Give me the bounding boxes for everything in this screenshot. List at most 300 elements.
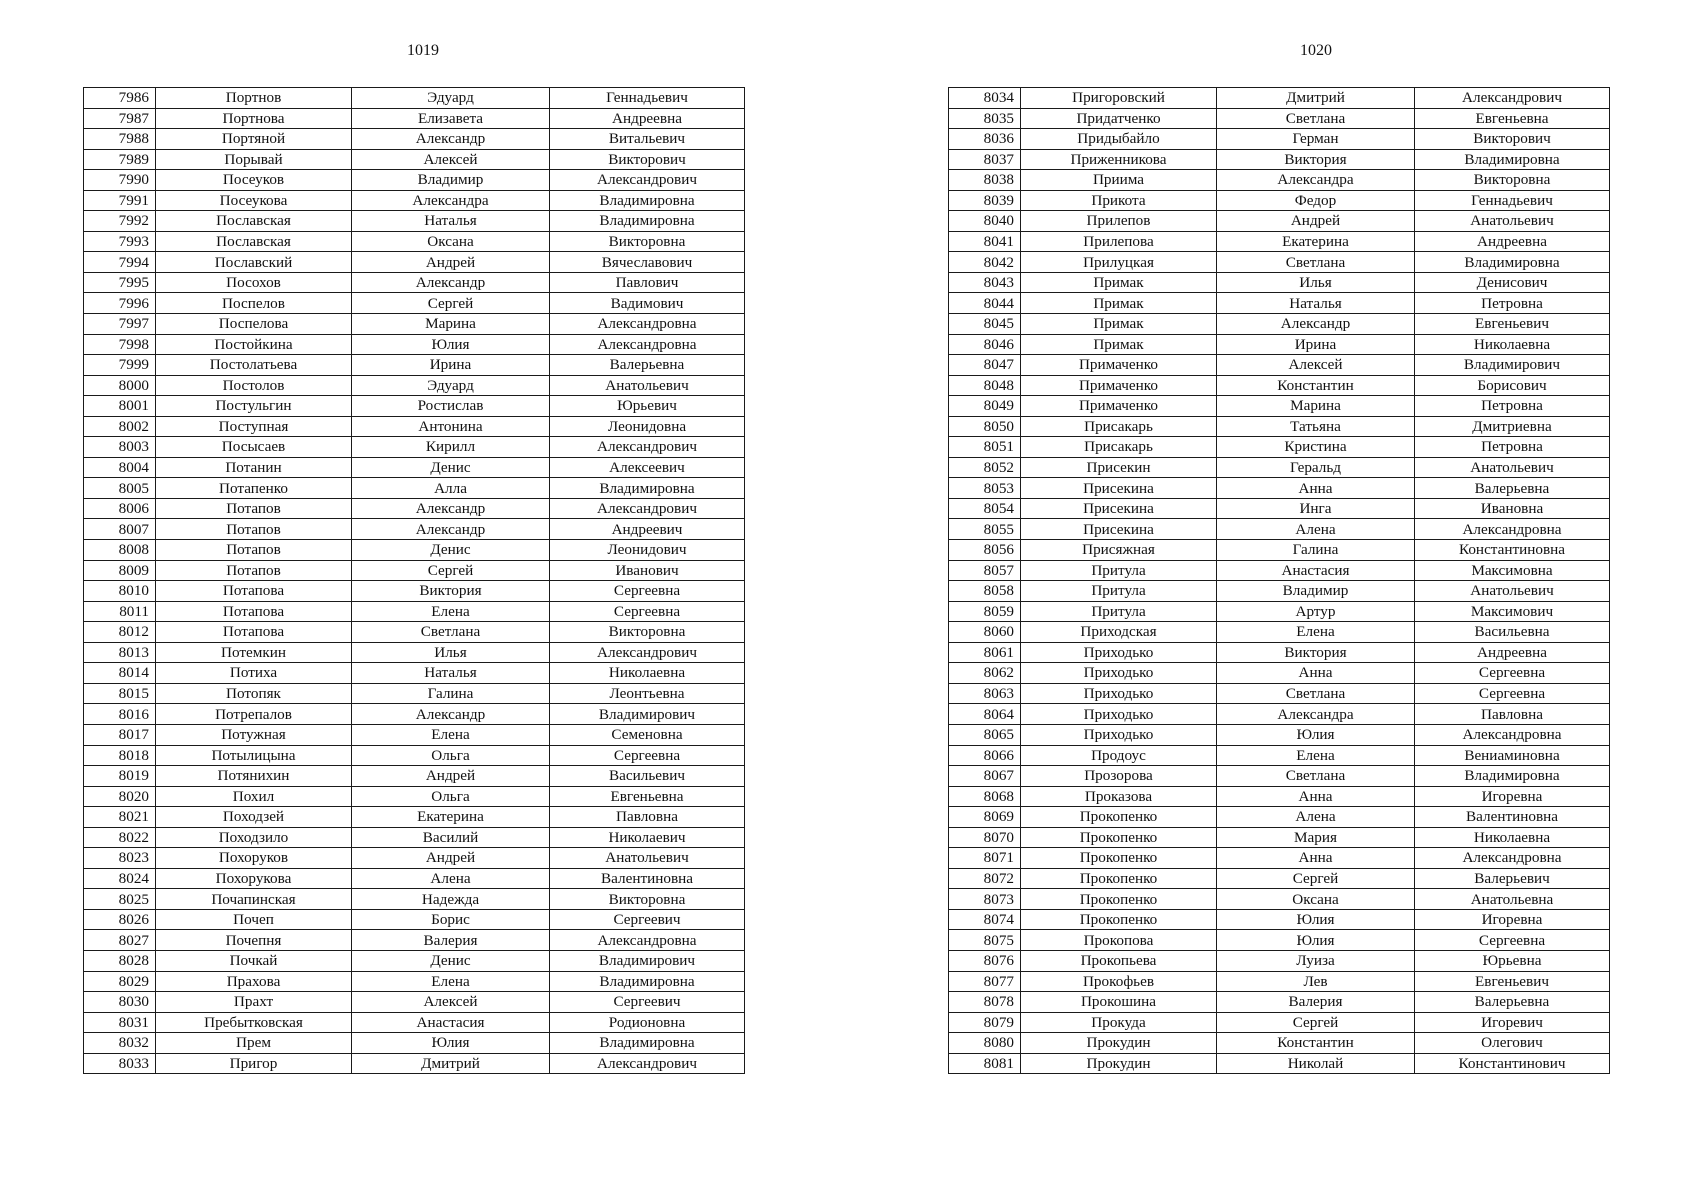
patronymic-cell: Андреевич: [550, 519, 745, 540]
first-name-cell: Андрей: [352, 848, 550, 869]
number-cell: 8024: [84, 868, 156, 889]
patronymic-cell: Леонтьевна: [550, 683, 745, 704]
first-name-cell: Денис: [352, 540, 550, 561]
first-name-cell: Виктория: [1217, 149, 1415, 170]
first-name-cell: Алена: [1217, 519, 1415, 540]
names-table-left: [83, 87, 745, 1074]
patronymic-cell: Леонидович: [550, 540, 745, 561]
table-row: [84, 170, 745, 191]
first-name-cell: Ирина: [1217, 334, 1415, 355]
table-row: [949, 786, 1610, 807]
table-row: [84, 396, 745, 417]
number-cell: 8063: [949, 683, 1021, 704]
table-row: [949, 129, 1610, 150]
first-name-cell: Галина: [1217, 540, 1415, 561]
number-cell: 8025: [84, 889, 156, 910]
table-row: [949, 190, 1610, 211]
number-cell: 7997: [84, 314, 156, 335]
first-name-cell: Кирилл: [352, 437, 550, 458]
patronymic-cell: Дмитриевна: [1415, 416, 1610, 437]
surname-cell: Потапов: [156, 540, 352, 561]
first-name-cell: Светлана: [1217, 108, 1415, 129]
table-row: [84, 334, 745, 355]
patronymic-cell: Денисович: [1415, 272, 1610, 293]
number-cell: 8013: [84, 642, 156, 663]
patronymic-cell: Леонидовна: [550, 416, 745, 437]
patronymic-cell: Александрович: [550, 437, 745, 458]
patronymic-cell: Геннадьевич: [1415, 190, 1610, 211]
first-name-cell: Юлия: [352, 334, 550, 355]
patronymic-cell: Александровна: [1415, 519, 1610, 540]
number-cell: 8018: [84, 745, 156, 766]
table-row: [84, 88, 745, 109]
first-name-cell: Александра: [1217, 170, 1415, 191]
patronymic-cell: Юрьевна: [1415, 950, 1610, 971]
surname-cell: Постолов: [156, 375, 352, 396]
first-name-cell: Светлана: [1217, 683, 1415, 704]
surname-cell: Похорукова: [156, 868, 352, 889]
table-row: [949, 724, 1610, 745]
patronymic-cell: Петровна: [1415, 293, 1610, 314]
surname-cell: Почапинская: [156, 889, 352, 910]
surname-cell: Пославский: [156, 252, 352, 273]
patronymic-cell: Александровна: [1415, 724, 1610, 745]
first-name-cell: Дмитрий: [1217, 88, 1415, 109]
patronymic-cell: Евгеньевич: [1415, 971, 1610, 992]
table-row: [84, 930, 745, 951]
patronymic-cell: Анатольевич: [550, 848, 745, 869]
table-row: [84, 827, 745, 848]
patronymic-cell: Евгеньевна: [550, 786, 745, 807]
number-cell: 8075: [949, 930, 1021, 951]
number-cell: 8080: [949, 1033, 1021, 1054]
first-name-cell: Александр: [352, 272, 550, 293]
patronymic-cell: Олегович: [1415, 1033, 1610, 1054]
patronymic-cell: Константиновна: [1415, 540, 1610, 561]
number-cell: 8022: [84, 827, 156, 848]
patronymic-cell: Иванович: [550, 560, 745, 581]
table-row: [949, 827, 1610, 848]
surname-cell: Примак: [1021, 293, 1217, 314]
first-name-cell: Александра: [352, 190, 550, 211]
patronymic-cell: Валерьевна: [550, 355, 745, 376]
first-name-cell: Юлия: [1217, 930, 1415, 951]
number-cell: 8037: [949, 149, 1021, 170]
table-row: [949, 581, 1610, 602]
table-row: [949, 540, 1610, 561]
surname-cell: Почеп: [156, 909, 352, 930]
number-cell: 8007: [84, 519, 156, 540]
number-cell: 8048: [949, 375, 1021, 396]
first-name-cell: Анна: [1217, 663, 1415, 684]
surname-cell: Походзило: [156, 827, 352, 848]
surname-cell: Присекина: [1021, 498, 1217, 519]
patronymic-cell: Владимировна: [1415, 252, 1610, 273]
first-name-cell: Екатерина: [352, 807, 550, 828]
number-cell: 8054: [949, 498, 1021, 519]
number-cell: 8078: [949, 992, 1021, 1013]
surname-cell: Приженникова: [1021, 149, 1217, 170]
table-row: [949, 663, 1610, 684]
first-name-cell: Алена: [1217, 807, 1415, 828]
table-row: [949, 622, 1610, 643]
table-row: [84, 1053, 745, 1074]
first-name-cell: Александр: [352, 519, 550, 540]
surname-cell: Потапов: [156, 498, 352, 519]
patronymic-cell: Викторовна: [550, 889, 745, 910]
number-cell: 8065: [949, 724, 1021, 745]
number-cell: 8076: [949, 950, 1021, 971]
surname-cell: Приходько: [1021, 683, 1217, 704]
number-cell: 8008: [84, 540, 156, 561]
first-name-cell: Дмитрий: [352, 1053, 550, 1074]
patronymic-cell: Вячеславович: [550, 252, 745, 273]
first-name-cell: Екатерина: [1217, 231, 1415, 252]
patronymic-cell: Александрович: [550, 642, 745, 663]
number-cell: 8074: [949, 909, 1021, 930]
first-name-cell: Владимир: [352, 170, 550, 191]
patronymic-cell: Викторовна: [1415, 170, 1610, 191]
patronymic-cell: Витальевич: [550, 129, 745, 150]
number-cell: 7989: [84, 149, 156, 170]
table-row: [84, 478, 745, 499]
surname-cell: Почкай: [156, 950, 352, 971]
patronymic-cell: Сергеевич: [550, 909, 745, 930]
surname-cell: Приходько: [1021, 663, 1217, 684]
first-name-cell: Эдуард: [352, 375, 550, 396]
patronymic-cell: Максимович: [1415, 601, 1610, 622]
first-name-cell: Луиза: [1217, 950, 1415, 971]
patronymic-cell: Александрович: [550, 170, 745, 191]
first-name-cell: Денис: [352, 950, 550, 971]
patronymic-cell: Валерьевна: [1415, 992, 1610, 1013]
patronymic-cell: Александрович: [550, 498, 745, 519]
table-row: [84, 416, 745, 437]
first-name-cell: Светлана: [352, 622, 550, 643]
first-name-cell: Антонина: [352, 416, 550, 437]
number-cell: 8019: [84, 766, 156, 787]
number-cell: 8042: [949, 252, 1021, 273]
patronymic-cell: Семеновна: [550, 724, 745, 745]
number-cell: 8044: [949, 293, 1021, 314]
patronymic-cell: Васильевна: [1415, 622, 1610, 643]
table-row: [84, 272, 745, 293]
number-cell: 8004: [84, 457, 156, 478]
table-row: [949, 745, 1610, 766]
patronymic-cell: Владимировна: [550, 211, 745, 232]
table-row: [949, 478, 1610, 499]
surname-cell: Потапова: [156, 622, 352, 643]
surname-cell: Постульгин: [156, 396, 352, 417]
surname-cell: Присакарь: [1021, 416, 1217, 437]
table-row: [949, 1053, 1610, 1074]
table-row: [84, 1012, 745, 1033]
table-row: [949, 231, 1610, 252]
table-row: [949, 848, 1610, 869]
table-row: [949, 683, 1610, 704]
first-name-cell: Лев: [1217, 971, 1415, 992]
names-table-left-body: [84, 88, 745, 1074]
first-name-cell: Юлия: [1217, 724, 1415, 745]
patronymic-cell: Сергеевна: [1415, 930, 1610, 951]
number-cell: 7999: [84, 355, 156, 376]
surname-cell: Притула: [1021, 581, 1217, 602]
table-row: [949, 704, 1610, 725]
number-cell: 8057: [949, 560, 1021, 581]
table-row: [84, 889, 745, 910]
surname-cell: Прозорова: [1021, 766, 1217, 787]
surname-cell: Поспелова: [156, 314, 352, 335]
first-name-cell: Сергей: [352, 293, 550, 314]
table-row: [84, 601, 745, 622]
surname-cell: Поспелов: [156, 293, 352, 314]
surname-cell: Посохов: [156, 272, 352, 293]
table-row: [84, 437, 745, 458]
patronymic-cell: Александровна: [1415, 848, 1610, 869]
first-name-cell: Валерия: [352, 930, 550, 951]
patronymic-cell: Анатольевич: [550, 375, 745, 396]
patronymic-cell: Евгеньевна: [1415, 108, 1610, 129]
table-row: [949, 498, 1610, 519]
table-row: [949, 868, 1610, 889]
surname-cell: Пригор: [156, 1053, 352, 1074]
patronymic-cell: Николаевич: [550, 827, 745, 848]
surname-cell: Притула: [1021, 601, 1217, 622]
number-cell: 8059: [949, 601, 1021, 622]
surname-cell: Потемкин: [156, 642, 352, 663]
first-name-cell: Денис: [352, 457, 550, 478]
table-row: [949, 560, 1610, 581]
surname-cell: Поступная: [156, 416, 352, 437]
table-row: [949, 971, 1610, 992]
table-row: [84, 211, 745, 232]
first-name-cell: Алена: [352, 868, 550, 889]
first-name-cell: Александр: [352, 129, 550, 150]
number-cell: 8012: [84, 622, 156, 643]
patronymic-cell: Вениаминовна: [1415, 745, 1610, 766]
table-row: [84, 252, 745, 273]
number-cell: 8000: [84, 375, 156, 396]
first-name-cell: Наталья: [352, 663, 550, 684]
patronymic-cell: Васильевич: [550, 766, 745, 787]
surname-cell: Порывай: [156, 149, 352, 170]
first-name-cell: Надежда: [352, 889, 550, 910]
patronymic-cell: Валерьевна: [1415, 478, 1610, 499]
surname-cell: Прокофьев: [1021, 971, 1217, 992]
number-cell: 7986: [84, 88, 156, 109]
table-row: [84, 724, 745, 745]
number-cell: 8009: [84, 560, 156, 581]
first-name-cell: Артур: [1217, 601, 1415, 622]
table-row: [949, 909, 1610, 930]
patronymic-cell: Николаевна: [1415, 827, 1610, 848]
number-cell: 8046: [949, 334, 1021, 355]
table-row: [949, 170, 1610, 191]
patronymic-cell: Сергеевна: [550, 745, 745, 766]
surname-cell: Прокопенко: [1021, 848, 1217, 869]
table-row: [84, 190, 745, 211]
number-cell: 8028: [84, 950, 156, 971]
number-cell: 8026: [84, 909, 156, 930]
patronymic-cell: Владимирович: [1415, 355, 1610, 376]
table-row: [84, 909, 745, 930]
table-row: [949, 252, 1610, 273]
first-name-cell: Ирина: [352, 355, 550, 376]
first-name-cell: Кристина: [1217, 437, 1415, 458]
patronymic-cell: Ивановна: [1415, 498, 1610, 519]
first-name-cell: Геральд: [1217, 457, 1415, 478]
surname-cell: Примаченко: [1021, 355, 1217, 376]
surname-cell: Пригоровский: [1021, 88, 1217, 109]
first-name-cell: Сергей: [1217, 1012, 1415, 1033]
first-name-cell: Анна: [1217, 848, 1415, 869]
first-name-cell: Елена: [352, 724, 550, 745]
patronymic-cell: Валентиновна: [550, 868, 745, 889]
surname-cell: Прилуцкая: [1021, 252, 1217, 273]
first-name-cell: Ольга: [352, 745, 550, 766]
surname-cell: Притула: [1021, 560, 1217, 581]
first-name-cell: Сергей: [352, 560, 550, 581]
patronymic-cell: Константинович: [1415, 1053, 1610, 1074]
page-number-left: 1019: [407, 42, 439, 59]
table-row: [949, 375, 1610, 396]
surname-cell: Прокопенко: [1021, 909, 1217, 930]
table-row: [84, 807, 745, 828]
number-cell: 8043: [949, 272, 1021, 293]
first-name-cell: Виктория: [1217, 642, 1415, 663]
first-name-cell: Андрей: [352, 766, 550, 787]
first-name-cell: Татьяна: [1217, 416, 1415, 437]
table-row: [84, 868, 745, 889]
patronymic-cell: Юрьевич: [550, 396, 745, 417]
patronymic-cell: Игоревна: [1415, 909, 1610, 930]
patronymic-cell: Александровна: [550, 334, 745, 355]
number-cell: 7992: [84, 211, 156, 232]
patronymic-cell: Андреевна: [1415, 231, 1610, 252]
patronymic-cell: Сергеевна: [550, 581, 745, 602]
surname-cell: Потапова: [156, 581, 352, 602]
surname-cell: Прокопенко: [1021, 827, 1217, 848]
number-cell: 8073: [949, 889, 1021, 910]
patronymic-cell: Евгеньевич: [1415, 314, 1610, 335]
number-cell: 8035: [949, 108, 1021, 129]
first-name-cell: Галина: [352, 683, 550, 704]
table-row: [949, 88, 1610, 109]
surname-cell: Продоус: [1021, 745, 1217, 766]
number-cell: 8060: [949, 622, 1021, 643]
number-cell: 8069: [949, 807, 1021, 828]
table-row: [84, 745, 745, 766]
patronymic-cell: Петровна: [1415, 437, 1610, 458]
number-cell: 8029: [84, 971, 156, 992]
first-name-cell: Инга: [1217, 498, 1415, 519]
table-row: [949, 334, 1610, 355]
number-cell: 8068: [949, 786, 1021, 807]
table-row: [84, 848, 745, 869]
surname-cell: Приходько: [1021, 724, 1217, 745]
table-row: [949, 211, 1610, 232]
patronymic-cell: Анатольевич: [1415, 457, 1610, 478]
number-cell: 8067: [949, 766, 1021, 787]
first-name-cell: Андрей: [352, 252, 550, 273]
table-row: [949, 293, 1610, 314]
table-row: [949, 396, 1610, 417]
surname-cell: Почепня: [156, 930, 352, 951]
surname-cell: Посысаев: [156, 437, 352, 458]
surname-cell: Постолатьева: [156, 355, 352, 376]
first-name-cell: Елена: [1217, 622, 1415, 643]
table-row: [949, 149, 1610, 170]
surname-cell: Примак: [1021, 334, 1217, 355]
table-row: [84, 683, 745, 704]
number-cell: 8020: [84, 786, 156, 807]
number-cell: 8079: [949, 1012, 1021, 1033]
number-cell: 7991: [84, 190, 156, 211]
table-row: [84, 1033, 745, 1054]
number-cell: 7988: [84, 129, 156, 150]
number-cell: 8002: [84, 416, 156, 437]
page-number-right: 1020: [1300, 42, 1332, 59]
number-cell: 8053: [949, 478, 1021, 499]
number-cell: 8047: [949, 355, 1021, 376]
surname-cell: Потапова: [156, 601, 352, 622]
number-cell: 8081: [949, 1053, 1021, 1074]
number-cell: 8023: [84, 848, 156, 869]
number-cell: 8030: [84, 992, 156, 1013]
first-name-cell: Герман: [1217, 129, 1415, 150]
table-row: [84, 663, 745, 684]
number-cell: 8051: [949, 437, 1021, 458]
patronymic-cell: Игоревна: [1415, 786, 1610, 807]
patronymic-cell: Александровна: [550, 930, 745, 951]
number-cell: 8011: [84, 601, 156, 622]
table-row: [949, 889, 1610, 910]
surname-cell: Прокудин: [1021, 1053, 1217, 1074]
number-cell: 8006: [84, 498, 156, 519]
first-name-cell: Анастасия: [352, 1012, 550, 1033]
table-row: [84, 129, 745, 150]
patronymic-cell: Владимировна: [550, 478, 745, 499]
patronymic-cell: Сергеевич: [550, 992, 745, 1013]
patronymic-cell: Павловна: [550, 807, 745, 828]
table-row: [84, 642, 745, 663]
number-cell: 8032: [84, 1033, 156, 1054]
table-row: [949, 437, 1610, 458]
patronymic-cell: Николаевна: [1415, 334, 1610, 355]
surname-cell: Приходько: [1021, 704, 1217, 725]
number-cell: 8055: [949, 519, 1021, 540]
patronymic-cell: Родионовна: [550, 1012, 745, 1033]
number-cell: 8031: [84, 1012, 156, 1033]
first-name-cell: Анастасия: [1217, 560, 1415, 581]
first-name-cell: Марина: [1217, 396, 1415, 417]
number-cell: 8062: [949, 663, 1021, 684]
table-row: [84, 766, 745, 787]
number-cell: 8015: [84, 683, 156, 704]
number-cell: 8021: [84, 807, 156, 828]
surname-cell: Присакарь: [1021, 437, 1217, 458]
table-row: [84, 457, 745, 478]
patronymic-cell: Владимировна: [550, 190, 745, 211]
surname-cell: Прахт: [156, 992, 352, 1013]
table-row: [84, 108, 745, 129]
first-name-cell: Александра: [1217, 704, 1415, 725]
first-name-cell: Александр: [352, 498, 550, 519]
first-name-cell: Ольга: [352, 786, 550, 807]
number-cell: 8064: [949, 704, 1021, 725]
number-cell: 7993: [84, 231, 156, 252]
first-name-cell: Эдуард: [352, 88, 550, 109]
